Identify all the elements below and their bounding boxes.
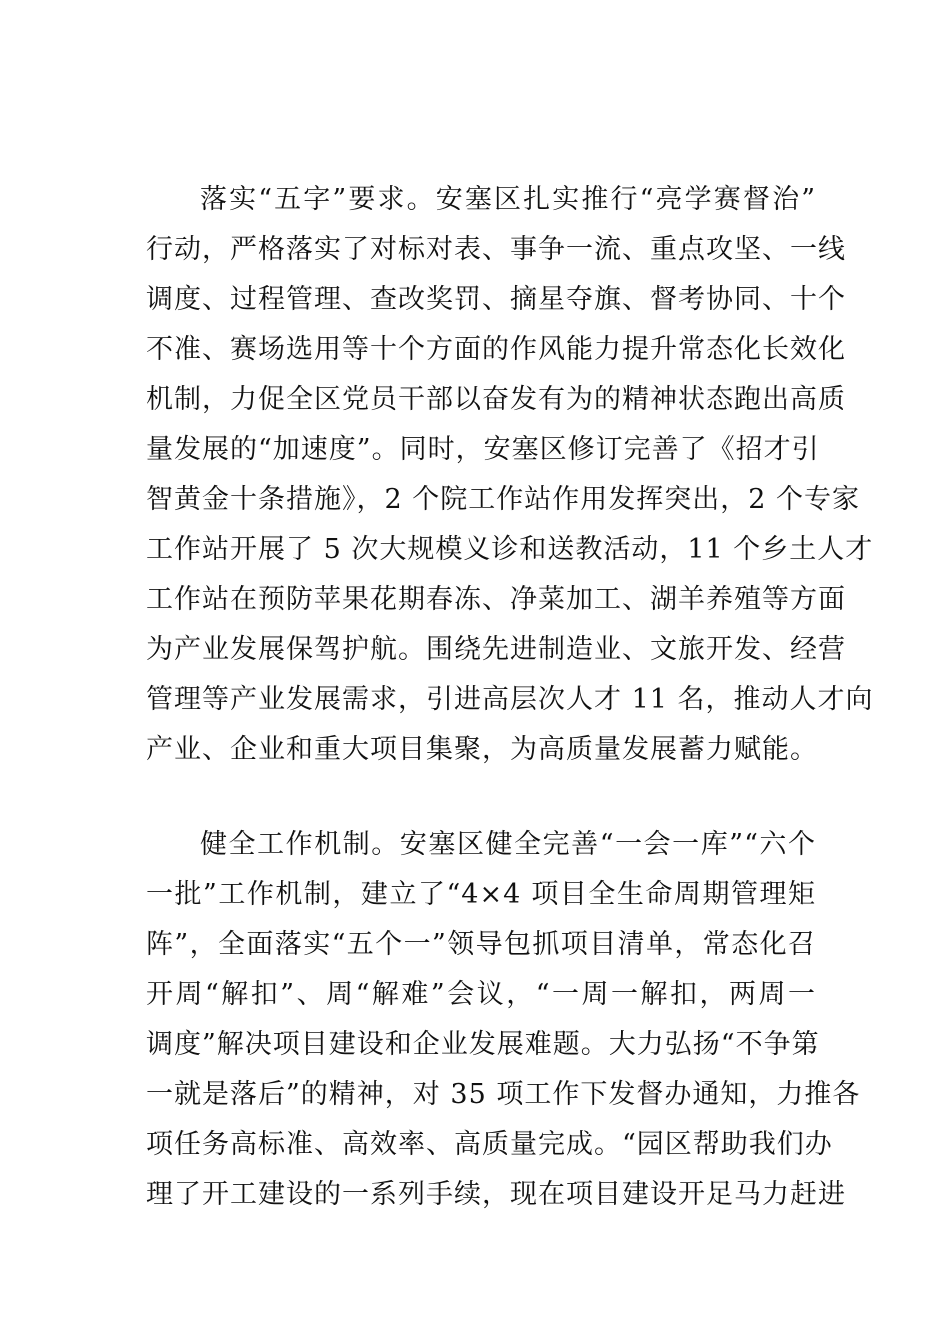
paragraph-line: 工作站开展了 5 次大规模义诊和送教活动，11 个乡土人才 — [146, 534, 874, 565]
paragraph-line: 一批”工作机制，建立了“4×4 项目全生命周期管理矩 — [146, 879, 816, 910]
paragraph-line: 产业、企业和重大项目集聚，为高质量发展蓄力赋能。 — [146, 734, 818, 765]
paragraph-work-mechanism — [146, 820, 861, 1220]
paragraph-line: 机制，力促全区党员干部以奋发有为的精神状态跑出高质 — [146, 384, 846, 415]
paragraph-line: 健全工作机制。安塞区健全完善“一会一库”“六个 — [200, 829, 816, 860]
paragraph-line: 工作站在预防苹果花期春冻、净菜加工、湖羊养殖等方面 — [146, 584, 846, 615]
paragraph-line: 项任务高标准、高效率、高质量完成。“园区帮助我们办 — [146, 1129, 833, 1160]
paragraph-line: 不准、赛场选用等十个方面的作风能力提升常态化长效化 — [146, 334, 846, 365]
paragraph-line: 落实“五字”要求。安塞区扎实推行“亮学赛督治” — [200, 184, 816, 215]
paragraph-line: 行动，严格落实了对标对表、事争一流、重点攻坚、一线 — [146, 234, 846, 265]
paragraph-line: 一就是落后”的精神，对 35 项工作下发督办通知，力推各 — [146, 1079, 861, 1110]
paragraph-line: 为产业发展保驾护航。围绕先进制造业、文旅开发、经营 — [146, 634, 846, 665]
paragraph-line: 开周“解扣”、周“解难”会议，“一周一解扣，两周一 — [146, 979, 816, 1010]
paragraph-line: 管理等产业发展需求，引进高层次人才 11 名，推动人才向 — [146, 684, 874, 715]
paragraph-line: 阵”，全面落实“五个一”领导包抓项目清单，常态化召 — [146, 929, 816, 960]
paragraph-line: 调度、过程管理、查改奖罚、摘星夺旗、督考协同、十个 — [146, 284, 846, 315]
paragraph-line: 智黄金十条措施》，2 个院工作站作用发挥突出，2 个专家 — [146, 484, 861, 515]
paragraph-line: 理了开工建设的一系列手续，现在项目建设开足马力赶进 — [146, 1179, 846, 1210]
paragraph-line: 量发展的“加速度”。同时，安塞区修订完善了《招才引 — [146, 434, 820, 465]
paragraph-talent-requirements — [146, 175, 874, 775]
paragraph-line: 调度”解决项目建设和企业发展难题。大力弘扬“不争第 — [146, 1029, 820, 1060]
